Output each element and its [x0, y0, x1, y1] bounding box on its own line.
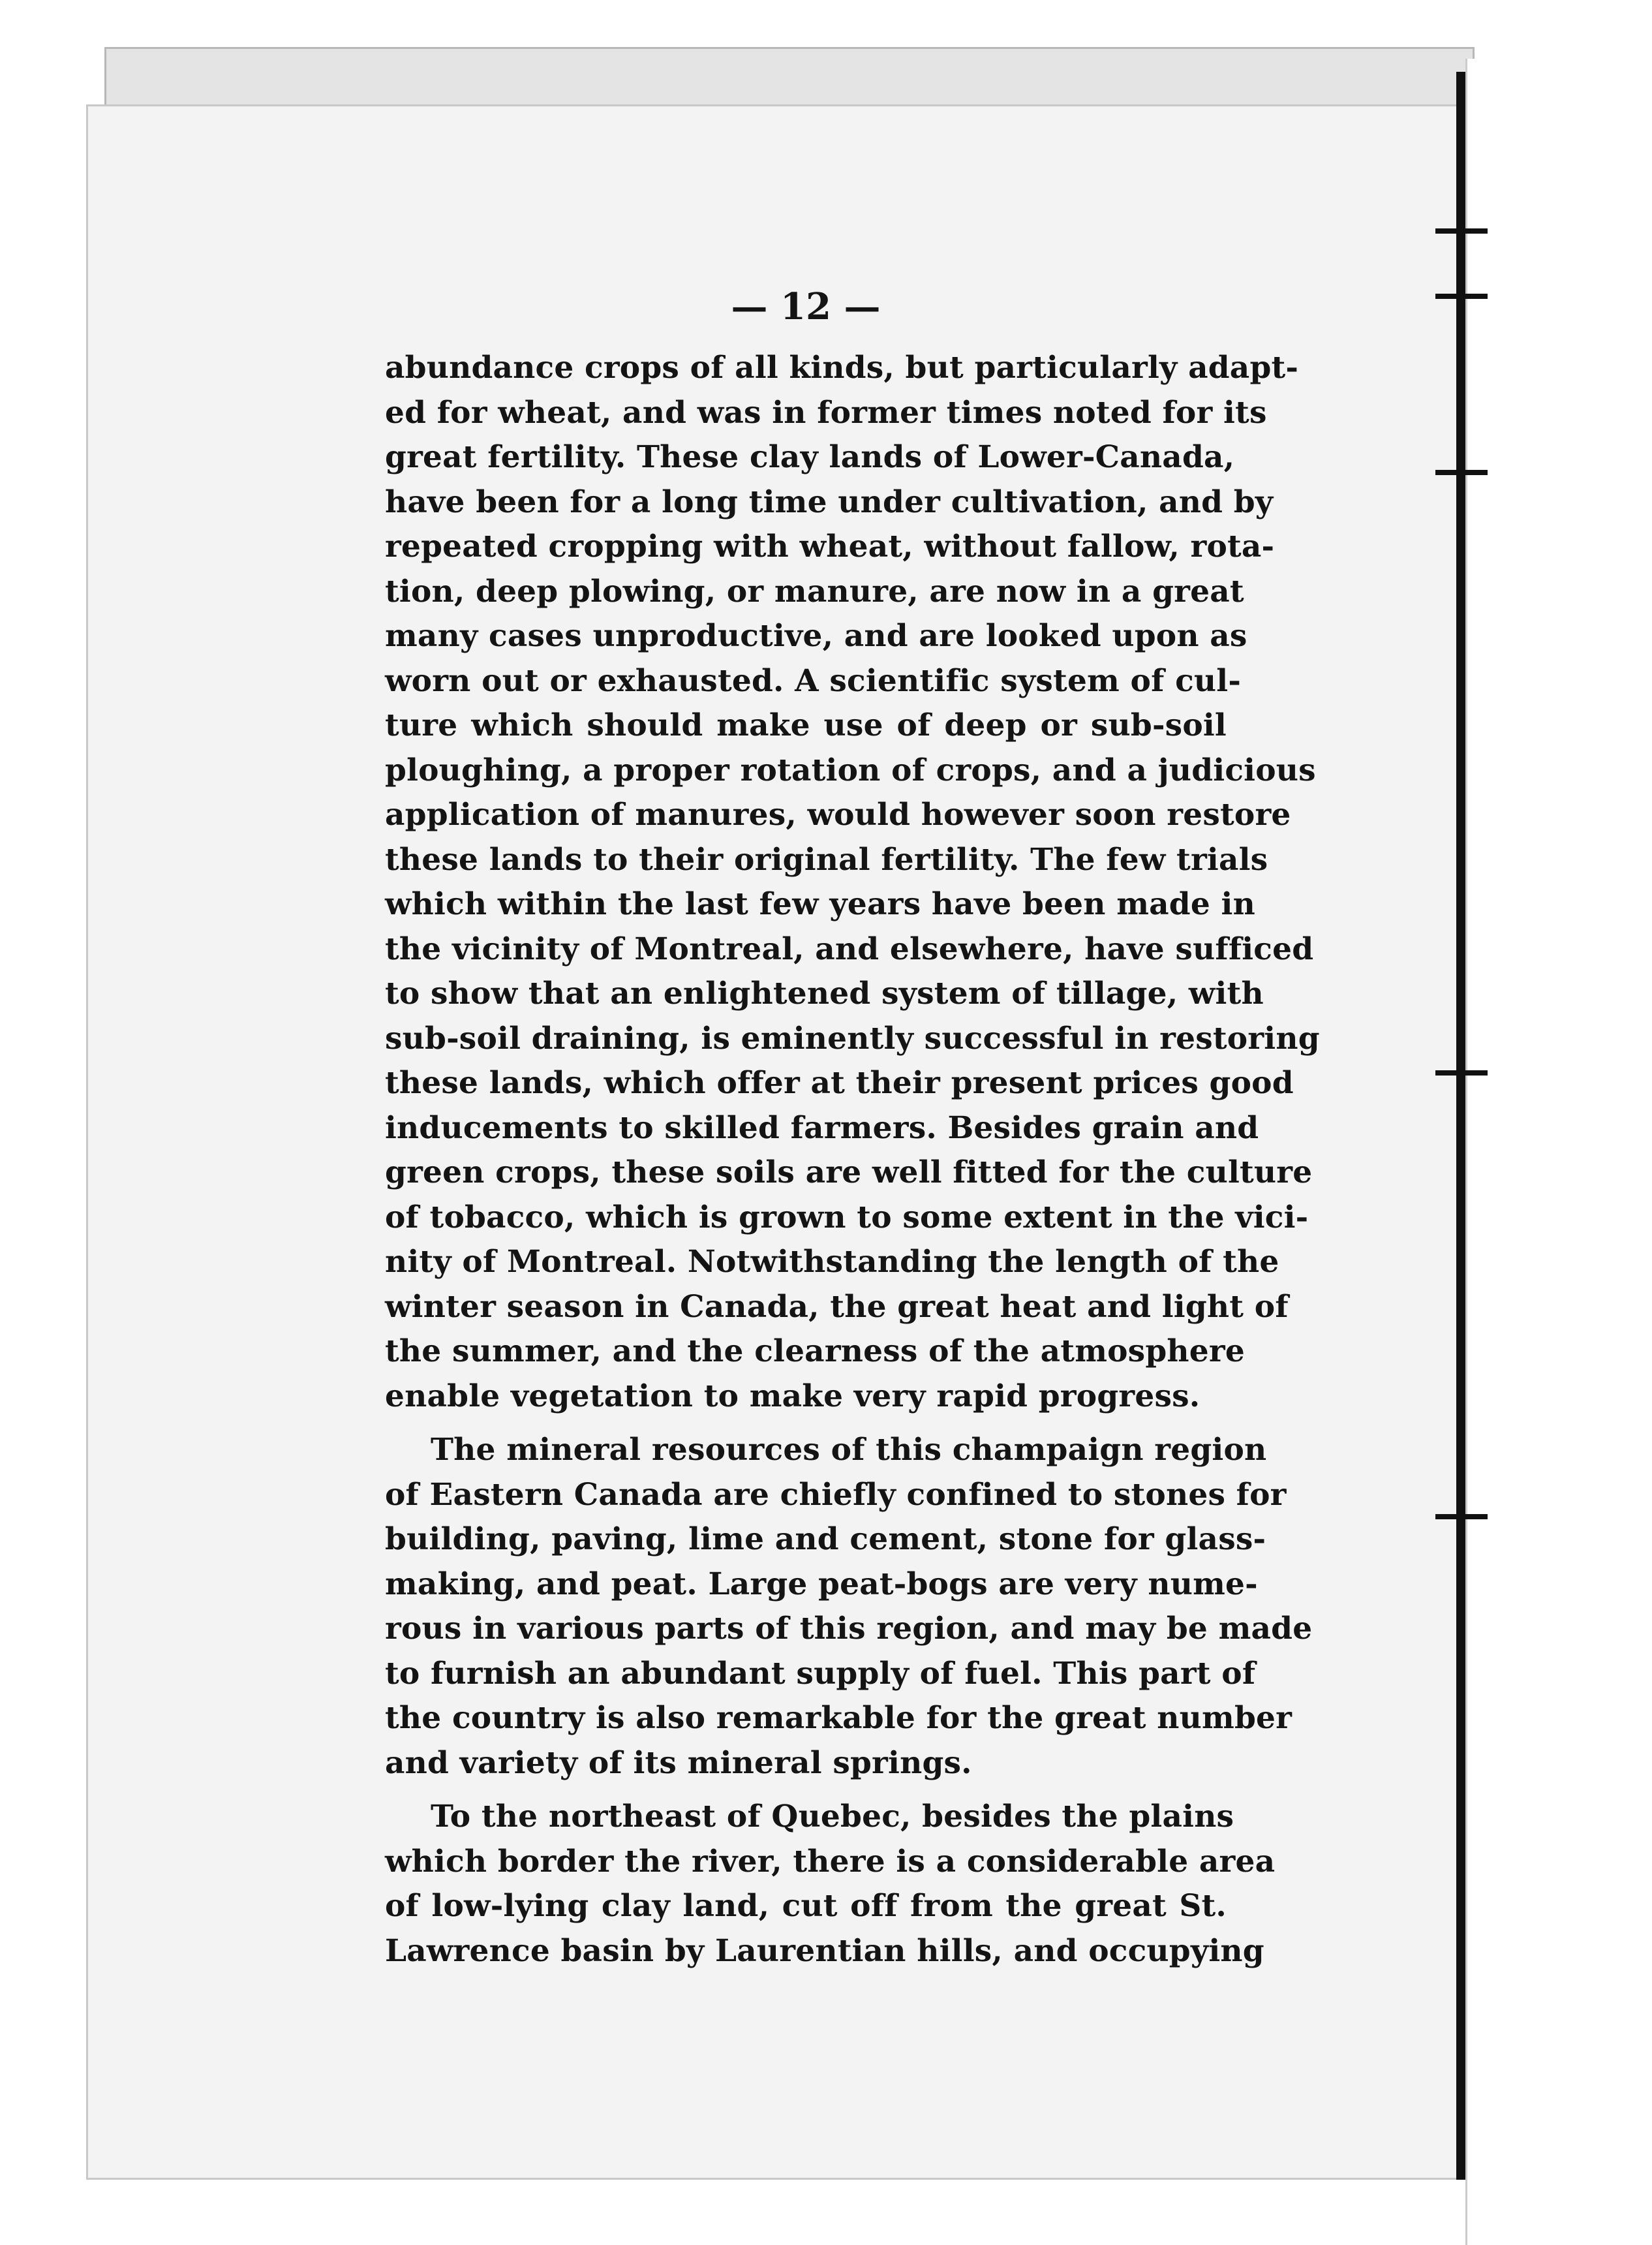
text-line: have been for a long time under cultivation, and by: [385, 484, 1274, 520]
text-line: green crops, these soils are well fitted for the culture: [385, 1154, 1313, 1190]
paragraph-3: [385, 1795, 1276, 1974]
spine-stitch: [1435, 1070, 1488, 1076]
text-line: nity of Montreal. Notwithstanding the length of the: [385, 1244, 1279, 1280]
spine-stitch: [1435, 470, 1488, 475]
text-line: ture which should make use of deep or sub-soil: [385, 707, 1227, 743]
page-text: [385, 281, 1320, 1983]
text-line: abundance crops of all kinds, but particularly adapt-: [385, 350, 1299, 386]
spine-stitch: [1435, 228, 1488, 234]
text-line: and variety of its mineral springs.: [385, 1744, 972, 1781]
text-line: of low-lying clay land, cut off from the great St.: [385, 1888, 1227, 1924]
text-line: making, and peat. Large peat-bogs are very nume-: [385, 1566, 1258, 1602]
text-line: building, paving, lime and cement, stone for glass-: [385, 1521, 1266, 1557]
text-line: to show that an enlightened system of tillage, with: [385, 976, 1264, 1012]
text-line: sub-soil draining, is eminently successful in restoring: [385, 1020, 1320, 1057]
text-line: of tobacco, which is grown to some extent in the vici-: [385, 1199, 1309, 1235]
spine-stitch: [1435, 294, 1488, 299]
text-line: application of manures, would however soon restore: [385, 797, 1291, 833]
text-line: inducements to skilled farmers. Besides grain and: [385, 1109, 1259, 1146]
text-line: winter season in Canada, the great heat and light of: [385, 1288, 1289, 1325]
text-line: of Eastern Canada are chiefly confined to stones for: [385, 1476, 1287, 1513]
text-line: repeated cropping with wheat, without fallow, rota-: [385, 529, 1275, 565]
text-line: worn out or exhausted. A scientific system of cul-: [385, 662, 1242, 699]
text-line: which border the river, there is a considerable area: [385, 1843, 1276, 1880]
text-line: tion, deep plowing, or manure, are now in a great: [385, 573, 1244, 610]
text-line: the vicinity of Montreal, and elsewhere, have sufficed: [385, 931, 1314, 967]
text-line: great fertility. These clay lands of Lower-Canada,: [385, 439, 1235, 475]
text-line: these lands to their original fertility. The few trials: [385, 841, 1268, 878]
text-line: ploughing, a proper rotation of crops, and a judicious: [385, 752, 1316, 788]
spine-stitch: [1435, 1514, 1488, 1519]
text-line: rous in various parts of this region, and may be made: [385, 1611, 1313, 1647]
paragraph-1: [385, 346, 1320, 1419]
text-line: many cases unproductive, and are looked upon as: [385, 618, 1247, 654]
text-line: Lawrence basin by Laurentian hills, and occupying: [385, 1932, 1264, 1969]
text-line: the summer, and the clearness of the atmosphere: [385, 1333, 1245, 1369]
text-line: The mineral resources of this champaign region: [431, 1432, 1267, 1468]
text-line: ed for wheat, and was in former times noted for its: [385, 394, 1267, 431]
text-line: to furnish an abundant supply of fuel. This part of: [385, 1655, 1256, 1692]
page-number: — 12 —: [731, 285, 881, 328]
facing-page-edge: [1465, 59, 1652, 2245]
text-line: enable vegetation to make very rapid progress.: [385, 1378, 1201, 1414]
text-line: which within the last few years have been made in: [385, 886, 1255, 922]
text-line: these lands, which offer at their present prices good: [385, 1065, 1294, 1101]
book-spine: [1456, 72, 1465, 2180]
text-line: To the northeast of Quebec, besides the plains: [431, 1799, 1234, 1835]
text-line: the country is also remarkable for the great number: [385, 1700, 1293, 1736]
paragraph-2: [385, 1428, 1313, 1786]
